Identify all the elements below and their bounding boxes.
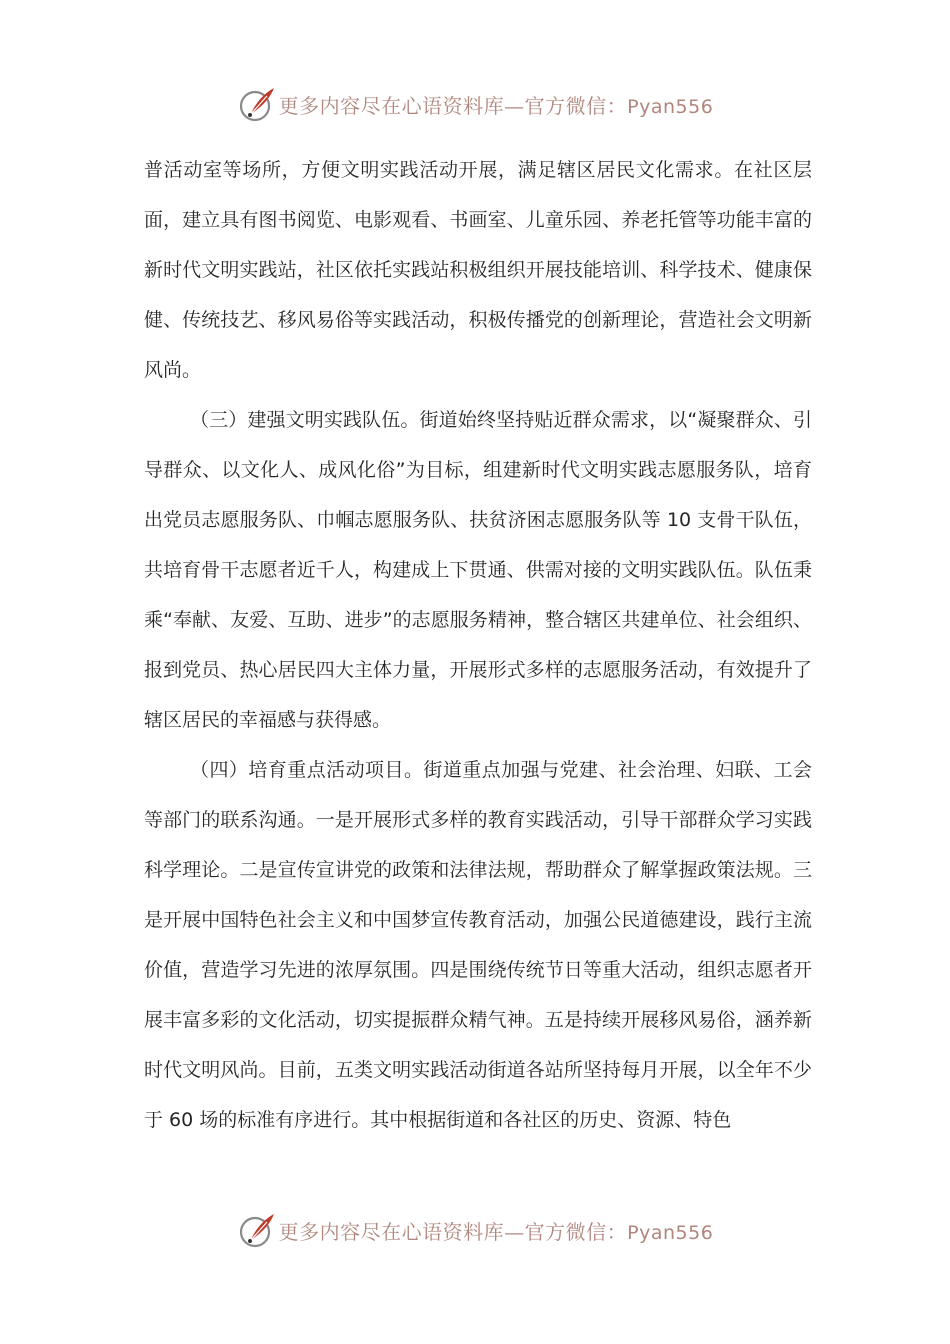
quill-pen-logo-icon (237, 84, 277, 124)
watermark-text: 更多内容尽在心语资料库—官方微信：Pyan556 (278, 93, 714, 118)
watermark-wechat-id: Pyan556 (627, 1221, 714, 1244)
paragraph-section-three: （三）建强文明实践队伍。街道始终坚持贴近群众需求，以“凝聚群众、引导群众、以文化人、成风化俗”为目标，组建新时代文明实践志愿服务队，培育出党员志愿服务队、巾帼志愿服务队、扶贫济困志愿服务队等 10 支骨干队伍，共培育骨干志愿者近千人，构建成上下贯通、供需对接的文明实践队伍。队伍秉乘“奉献、友爱、互助、进步”的志愿服务精神，整合辖区共建单位、社会组织、报到党员、热心居民四大主体力量，开展形式多样的志愿服务活动，有效提升了辖区居民的幸福感与获得感。 (144, 409, 812, 731)
document-body (144, 145, 812, 1145)
footer-watermark (0, 1208, 950, 1252)
header-watermark (0, 82, 950, 126)
paragraph-continuation: 普活动室等场所，方便文明实践活动开展，满足辖区居民文化需求。在社区层面，建立具有图书阅览、电影观看、书画室、儿童乐园、养老托管等功能丰富的新时代文明实践站，社区依托实践站积极组织开展技能培训、科学技术、健康保健、传统技艺、移风易俗等实践活动，积极传播党的创新理论，营造社会文明新风尚。 (144, 159, 812, 381)
watermark-wechat-id: Pyan556 (627, 95, 714, 118)
paragraph-section-four: （四）培育重点活动项目。街道重点加强与党建、社会治理、妇联、工会等部门的联系沟通。一是开展形式多样的教育实践活动，引导干部群众学习实践科学理论。二是宣传宣讲党的政策和法律法规，帮助群众了解掌握政策法规。三是开展中国特色社会主义和中国梦宣传教育活动，加强公民道德建设，践行主流价值，营造学习先进的浓厚氛围。四是围绕传统节日等重大活动，组织志愿者开展丰富多彩的文化活动，切实提振群众精气神。五是持续开展移风易俗，涵养新时代文明风尚。目前，五类文明实践活动街道各站所坚持每月开展，以全年不少于 60 场的标准有序进行。其中根据街道和各社区的历史、资源、特色 (144, 759, 812, 1131)
quill-pen-logo-icon (237, 1210, 277, 1250)
watermark-text: 更多内容尽在心语资料库—官方微信：Pyan556 (278, 1219, 714, 1244)
